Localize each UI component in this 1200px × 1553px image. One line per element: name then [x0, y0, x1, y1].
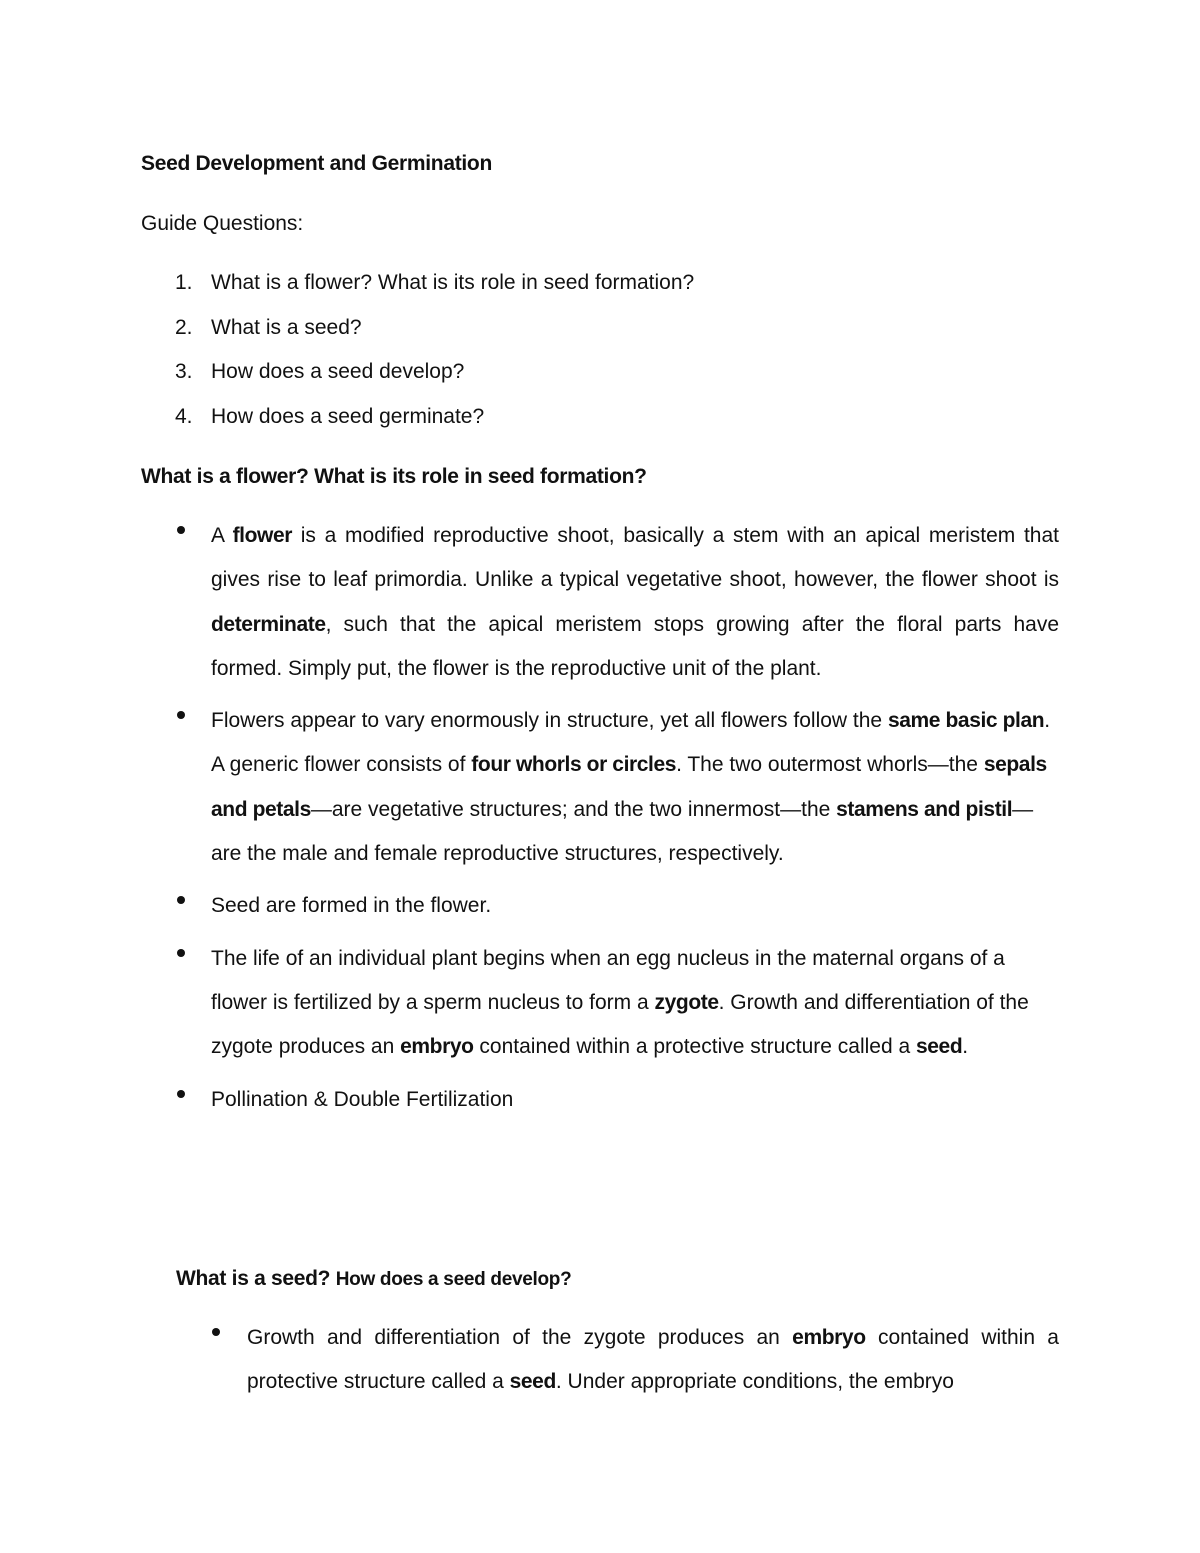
list-number: 3. — [175, 360, 193, 383]
bullet-paragraph — [211, 884, 1059, 928]
keyword: four whorls or circles — [471, 753, 677, 777]
text-run: —are vegetative structures; and the two innermost—the — [310, 797, 837, 821]
seed-bullet-list — [0, 1323, 1200, 1420]
guide-questions-label: Guide Questions: — [141, 212, 304, 235]
section-heading-seed — [176, 1264, 571, 1295]
keyword: determinate — [211, 612, 326, 636]
text-run: contained within a protective structure called a — [247, 1326, 1059, 1394]
text-run: Pollination & Double Fertilization — [211, 1087, 514, 1111]
question-text: How does a seed develop? — [211, 360, 465, 383]
keyword: embryo — [792, 1326, 866, 1349]
text-run: A — [211, 524, 233, 547]
text-run: . Growth and differentiation of the zygote produces an — [211, 990, 1029, 1059]
text-run: . Under appropriate conditions, the embryo — [555, 1370, 954, 1394]
text-run: . The two outermost whorls—the — [676, 753, 984, 777]
question-text: What is a flower? What is its role in seed formation? — [211, 271, 695, 294]
bullet-icon — [177, 1090, 185, 1098]
bullet-paragraph — [211, 937, 1059, 1070]
heading-part: How does a seed develop? — [335, 1269, 572, 1290]
text-run: . A generic flower consists of — [211, 709, 1051, 777]
keyword: seed — [916, 1035, 963, 1059]
text-run: . — [962, 1035, 969, 1059]
bullet-paragraph — [211, 1078, 1059, 1122]
list-number: 2. — [175, 315, 193, 339]
bullet-paragraph — [247, 1316, 1059, 1405]
bullet-paragraph — [211, 514, 1059, 691]
text-run: Growth and differentiation of the zygote produces an — [247, 1326, 793, 1349]
keyword: embryo — [400, 1035, 474, 1059]
list-item — [0, 884, 1200, 928]
question-text: What is a seed? — [211, 315, 362, 339]
list-item — [0, 1078, 1200, 1122]
text-run: is a modified reproductive shoot, basically a stem with an apical meristem that gives rise to leaf primordia. Unlike a typical vegetative shoot, however, the flower shoot is — [211, 524, 1060, 592]
keyword: stamens and pistil — [836, 797, 1013, 821]
list-number: 4. — [175, 404, 193, 428]
list-item — [0, 514, 1200, 691]
bullet-icon — [212, 1328, 220, 1336]
keyword: sepals and petals — [211, 753, 1047, 821]
keyword: same basic plan — [887, 709, 1045, 733]
question-text: How does a seed germinate? — [211, 404, 485, 428]
bullet-icon — [177, 526, 185, 534]
section-heading-flower: What is a flower? What is its role in seed formation? — [141, 465, 647, 488]
text-run: Flowers appear to vary enormously in structure, yet all flowers follow the — [211, 709, 888, 733]
text-run: contained within a protective structure called a — [473, 1035, 916, 1059]
bullet-icon — [177, 711, 185, 719]
bullet-paragraph — [211, 699, 1059, 876]
text-run: The life of an individual plant begins when an egg nucleus in the maternal organs of a flower is fertilized by a sperm nucleus to form a — [211, 946, 1005, 1014]
heading-part: What is a seed? — [176, 1267, 336, 1290]
keyword: seed — [509, 1370, 556, 1394]
flower-bullet-list — [0, 521, 1200, 1137]
bullet-icon — [177, 949, 185, 957]
document-title: Seed Development and Germination — [141, 152, 492, 175]
text-run: , such that the apical meristem stops growing after the floral parts have formed. Simply put, the flower is the reproductive unit of the plant. — [211, 612, 1059, 680]
list-number: 1. — [175, 271, 193, 294]
list-item — [0, 937, 1200, 1070]
bullet-icon — [177, 896, 185, 904]
text-run: — are the male and female reproductive structures, respectively. — [211, 797, 1034, 866]
keyword: zygote — [654, 990, 719, 1014]
keyword: flower — [232, 524, 293, 547]
text-run: Seed are formed in the flower. — [211, 894, 492, 918]
list-item — [0, 1316, 1200, 1405]
list-item — [0, 699, 1200, 876]
